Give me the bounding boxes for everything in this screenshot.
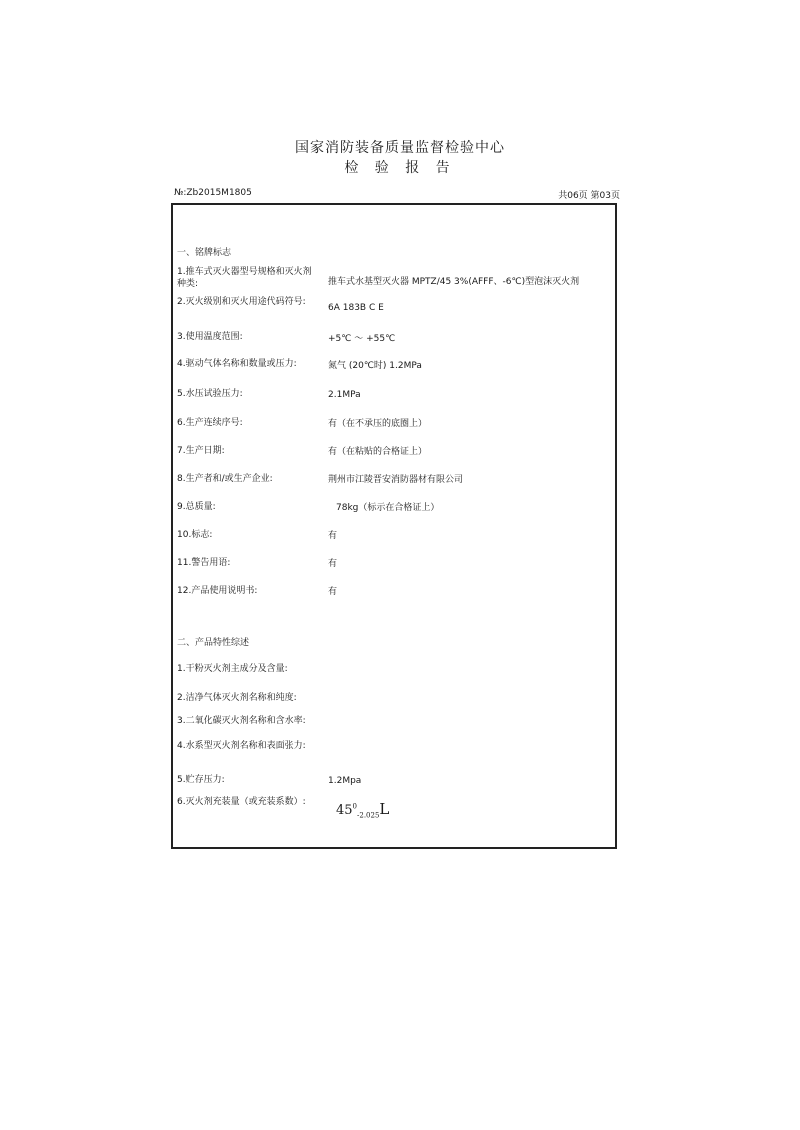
page-info: 共06页 第03页	[558, 191, 620, 201]
item-value: 78kg（标示在合格证上）	[336, 503, 440, 513]
item-label: 5.水压试验压力:	[177, 389, 243, 399]
item-label: 4.水系型灭火剂名称和表面张力:	[177, 741, 306, 751]
report-frame	[171, 203, 617, 849]
item-label: 6.灭火剂充装量（或充装系数）:	[177, 797, 306, 807]
item-value: +5℃ ～ +55℃	[328, 334, 396, 344]
item-label: 2.灭火级别和灭火用途代码符号:	[177, 297, 306, 307]
section-title-characteristics: 二、产品特性综述	[177, 638, 250, 648]
item-label: 3.使用温度范围:	[177, 332, 243, 342]
item-label: 6.生产连续序号:	[177, 418, 243, 428]
item-value: 1.2Mpa	[328, 776, 362, 786]
item-value: 氮气 (20℃时) 1.2MPa	[328, 361, 422, 371]
item-label: 10.标志:	[177, 530, 213, 540]
item-value: 有	[328, 587, 338, 597]
report-number: №:Zb2015M1805	[174, 188, 252, 198]
item-value: 荆州市江陵晋安消防器材有限公司	[328, 475, 464, 485]
item-label: 4.驱动气体名称和数量或压力:	[177, 359, 297, 369]
item-label: 5.贮存压力:	[177, 775, 225, 785]
report-subtitle: 检 验 报 告	[344, 160, 456, 176]
report-center-title: 国家消防装备质量监督检验中心	[295, 140, 505, 156]
item-value: 有	[328, 559, 338, 569]
item-value: 2.1MPa	[328, 390, 361, 400]
item-value: 有	[328, 531, 338, 541]
fill-amount-base: 45	[336, 803, 353, 818]
item-label: 9.总质量:	[177, 502, 216, 512]
section-title-nameplate: 一、铭牌标志	[177, 248, 232, 258]
item-label: 7.生产日期:	[177, 446, 225, 456]
item-label: 1.干粉灭火剂主成分及含量:	[177, 664, 288, 674]
item-value: 有（在粘贴的合格证上）	[328, 447, 428, 457]
fill-amount-upper: 0	[352, 802, 358, 811]
item-value: 6A 183B C E	[328, 303, 384, 313]
fill-amount-lower: -2.025	[357, 811, 380, 820]
item-label: 11.警告用语:	[177, 558, 231, 568]
item-label: 2.洁净气体灭火剂名称和纯度:	[177, 693, 297, 703]
item-label: 12.产品使用说明书:	[177, 586, 258, 596]
item-label: 1.推车式灭火器型号规格和灭火剂种类:	[177, 267, 312, 289]
item-label: 3.二氧化碳灭火剂名称和含水率:	[177, 716, 306, 726]
item-value: 有（在不承压的底圈上）	[328, 419, 428, 429]
fill-amount-formula	[336, 800, 389, 818]
fill-amount-unit: L	[379, 800, 390, 818]
item-label: 8.生产者和/或生产企业:	[177, 474, 273, 484]
item-value: 推车式水基型灭火器 MPTZ/45 3%(AFFF、-6℃)型泡沫灭火剂	[328, 277, 580, 287]
